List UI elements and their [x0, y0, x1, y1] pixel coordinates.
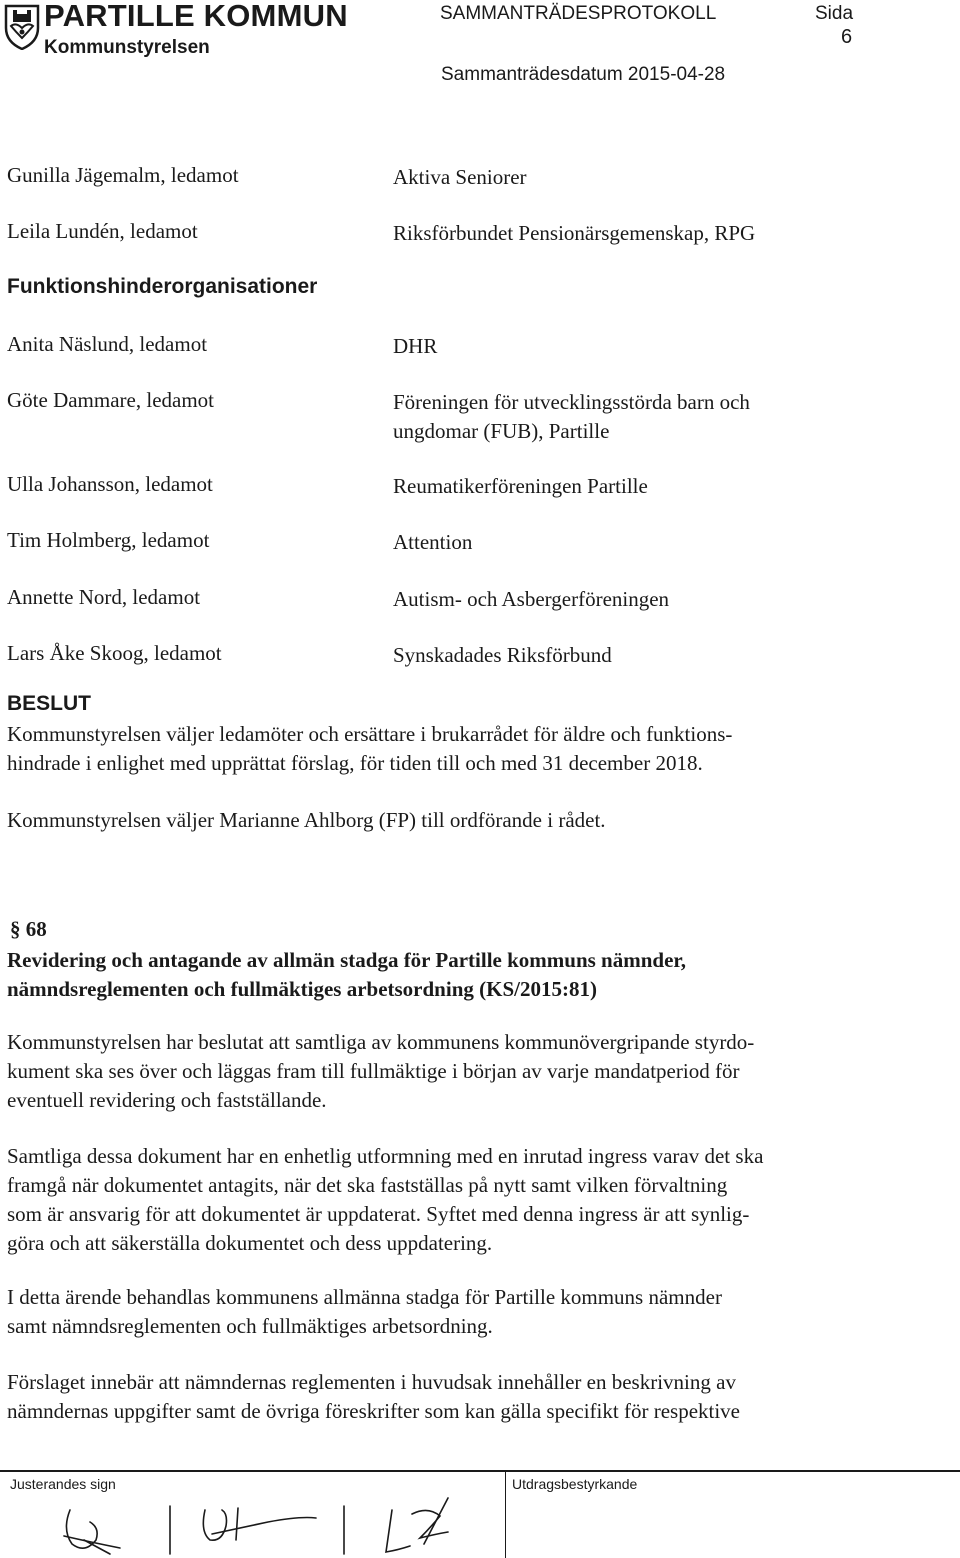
section-title [7, 946, 686, 1004]
paragraph-line: göra och att säkerställa dokumentet och dess uppdatering. [7, 1231, 493, 1255]
section-paragraph [7, 1368, 947, 1426]
section-title-line: nämndsreglementen och fullmäktiges arbetsordning (KS/2015:81) [7, 977, 597, 1001]
meeting-date: Sammanträdesdatum 2015-04-28 [441, 64, 726, 85]
member-name: Lars Åke Skoog, ledamot [7, 641, 222, 665]
footer-right-label: Utdragsbestyrkande [512, 1476, 638, 1492]
member-organization: Synskadades Riksförbund [393, 643, 612, 667]
member-organization: Aktiva Seniorer [393, 165, 527, 189]
member-row [7, 585, 947, 615]
decision-paragraph [7, 720, 947, 778]
paragraph-line: som är ansvarig för att dokumentet är uppdaterat. Syftet med denna ingress är att synlig- [7, 1202, 750, 1226]
member-organization: Föreningen för utvecklingsstörda barn och ungdomar (FUB), Partille [393, 390, 750, 443]
document-type: SAMMANTRÄDESPROTOKOLL [440, 3, 717, 24]
member-name: Göte Dammare, ledamot [7, 388, 215, 412]
member-name: Ulla Johansson, ledamot [7, 472, 213, 496]
paragraph-line: Förslaget innebär att nämndernas reglementen i huvudsak innehåller en beskrivning av [7, 1370, 736, 1394]
page-number: 6 [841, 26, 853, 48]
member-name: Gunilla Jägemalm, ledamot [7, 163, 239, 187]
decision-heading: BESLUT [7, 692, 91, 715]
paragraph-line: Kommunstyrelsen har beslutat att samtliga av kommunens kommunövergripande styrdo- [7, 1030, 755, 1054]
paragraph-line: Kommunstyrelsen väljer ledamöter och ersättare i brukarrådet för äldre och funktions- [7, 722, 733, 746]
paragraph-line: kument ska ses över och läggas fram till fullmäktige i början av varje mandatperiod för [7, 1059, 740, 1083]
member-organization: Riksförbundet Pensionärsgemenskap, RPG [393, 221, 756, 245]
paragraph-line: eventuell revidering och fastställande. [7, 1088, 327, 1112]
coat-of-arms-icon [4, 2, 40, 50]
paragraph-line: I detta ärende behandlas kommunens allmänna stadga för Partille kommuns nämnder [7, 1285, 722, 1309]
paragraph-line: Samtliga dessa dokument har en enhetlig utformning med en inrutad ingress varav det ska [7, 1144, 764, 1168]
footer-divider [505, 1470, 506, 1558]
member-name: Tim Holmberg, ledamot [7, 528, 210, 552]
member-row [7, 641, 947, 671]
member-row [7, 163, 947, 193]
organization-subtitle: Kommunstyrelsen [44, 37, 210, 58]
paragraph-line: hindrade i enlighet med upprättat förslag, för tiden till och med 31 december 2018. [7, 751, 703, 775]
page-label: Sida [815, 3, 854, 24]
member-organization: Reumatikerföreningen Partille [393, 474, 648, 498]
organization-name: PARTILLE KOMMUN [44, 0, 348, 33]
member-organization: Attention [393, 530, 473, 554]
footer-left-label: Justerandes sign [10, 1476, 116, 1492]
paragraph-line: nämndernas uppgifter samt de övriga föreskrifter som kan gälla specifikt för respektive [7, 1399, 741, 1423]
member-name: Annette Nord, ledamot [7, 585, 201, 609]
paragraph-line: samt nämndsreglementen och fullmäktiges arbetsordning. [7, 1314, 493, 1338]
member-organization: Autism- och Asbergerföreningen [393, 587, 670, 611]
paragraph-line: Kommunstyrelsen väljer Marianne Ahlborg (FP) till ordförande i rådet. [7, 808, 606, 832]
section-paragraph [7, 1283, 947, 1341]
section-number: § 68 [10, 917, 47, 941]
section-paragraph [7, 1028, 947, 1115]
member-row [7, 528, 947, 558]
member-row [7, 219, 947, 249]
section-paragraph [7, 1142, 947, 1258]
member-row [7, 388, 947, 448]
member-row [7, 472, 947, 502]
section-title-line: Revidering och antagande av allmän stadga för Partille kommuns nämnder, [7, 948, 687, 972]
paragraph-line: framgå när dokumentet antagits, när det ska fastställas på nytt samt vilken förvaltning [7, 1173, 728, 1197]
disability-heading: Funktionshinderorganisationer [7, 275, 318, 298]
member-organization: DHR [393, 334, 438, 358]
member-name: Leila Lundén, ledamot [7, 219, 198, 243]
member-name: Anita Näslund, ledamot [7, 332, 208, 356]
decision-paragraph [7, 806, 947, 835]
member-row [7, 332, 947, 362]
